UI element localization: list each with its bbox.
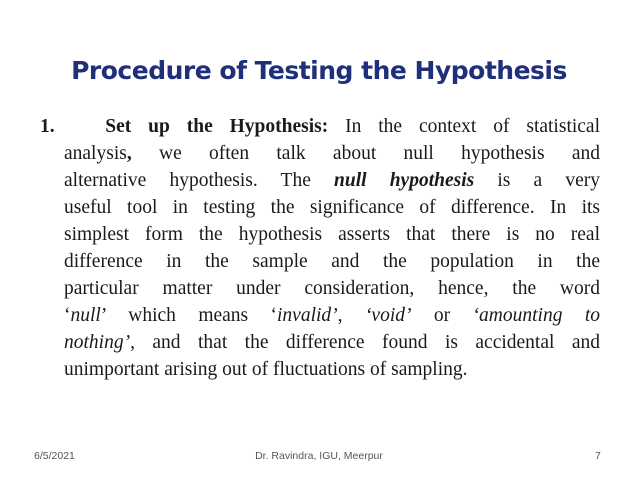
which-means-text: ’ which means ‘	[100, 305, 278, 326]
footer-page-number: 7	[595, 450, 601, 462]
quote-open: ‘	[64, 305, 71, 326]
body-line-9	[64, 329, 600, 356]
body-line-2	[64, 140, 600, 167]
comma-text: ,	[337, 305, 365, 326]
invalid-word: invalid’	[277, 305, 338, 326]
body-comma: ,	[126, 143, 132, 164]
body-line-5: simplest form the hypothesis asserts that there is no real	[64, 224, 600, 245]
null-word: null	[70, 305, 101, 326]
body-text-2b: we often talk about null hypothesis and	[159, 143, 601, 164]
point-number: 1.	[40, 116, 55, 137]
body-line-1	[40, 113, 600, 140]
body-text-1: In the context of statistical	[345, 116, 601, 137]
slide-title: Procedure of Testing the Hypothesis	[71, 56, 567, 85]
footer-author: Dr. Ravindra, IGU, Meerpur	[255, 450, 383, 462]
body-line-4: useful tool in testing the significance of difference. In its	[64, 197, 600, 218]
body-line-3	[64, 167, 600, 194]
amounting-to-text: ‘amounting to	[472, 305, 600, 326]
body-line-8	[64, 302, 600, 329]
body-line-6: difference in the sample and the population in the	[64, 251, 600, 272]
or-text: or	[433, 305, 451, 326]
body-line-10: unimportant arising out of fluctuations of sampling.	[64, 359, 468, 380]
void-word: ‘void’	[364, 305, 412, 326]
footer-date: 6/5/2021	[34, 450, 75, 462]
body-line-7: particular matter under consideration, hence, the word	[64, 278, 600, 299]
point-heading: Set up the Hypothesis:	[105, 116, 329, 137]
body-text-2a: analysis	[64, 143, 127, 164]
body-text-3a: alternative hypothesis. The	[64, 170, 311, 191]
nothing-word: nothing’,	[64, 332, 135, 353]
slide-body	[40, 113, 601, 383]
null-hypothesis-emphasis: null hypothesis	[334, 170, 475, 191]
body-text-9b: and that the difference found is accidental and	[152, 332, 600, 353]
body-text-3b: is a very	[497, 170, 600, 191]
